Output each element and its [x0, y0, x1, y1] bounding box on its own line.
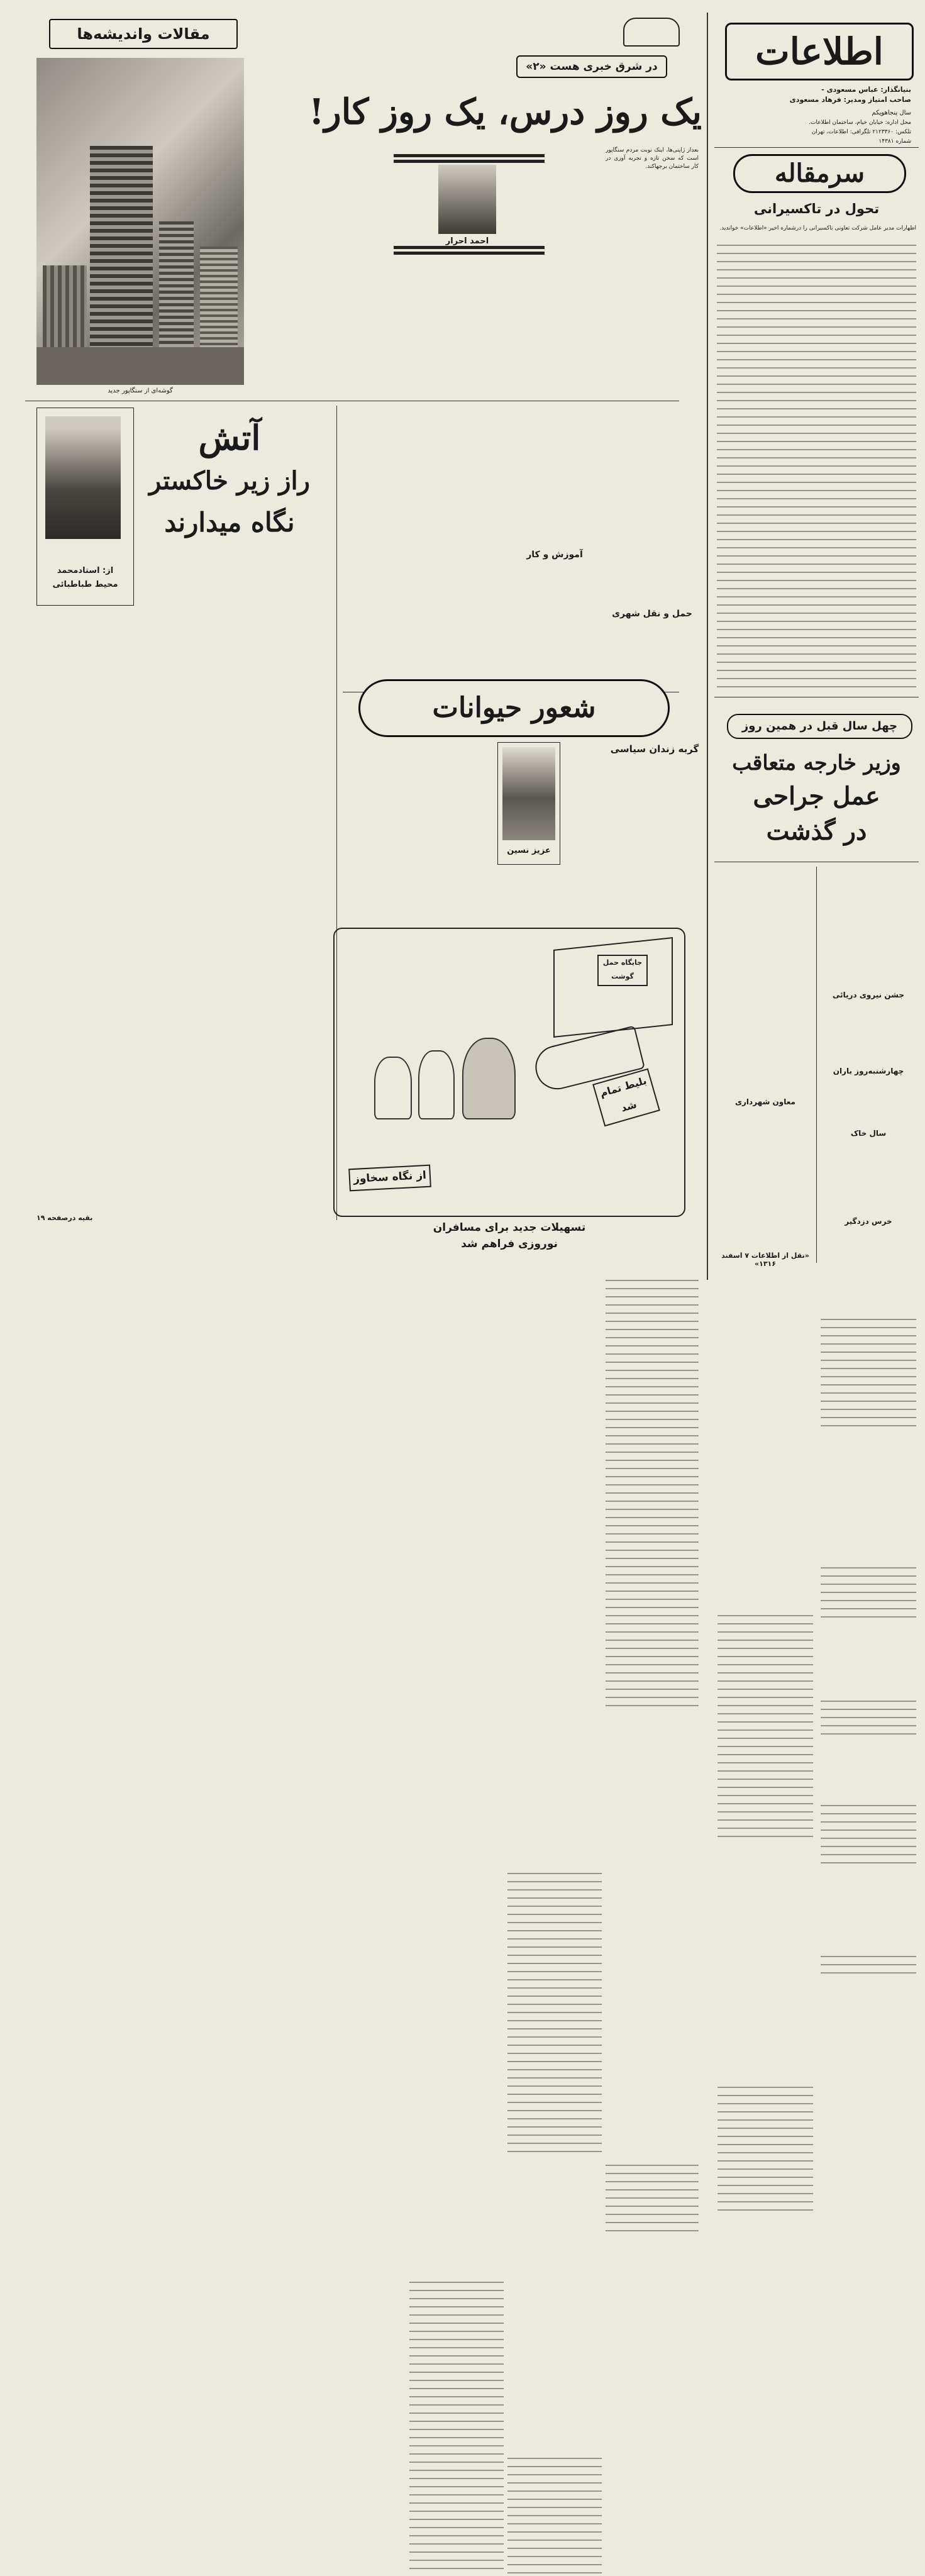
forty-years-headline-line-2: عمل جراحی	[753, 782, 880, 811]
lead-author-photo	[438, 165, 496, 234]
feature-headline	[135, 415, 324, 543]
forty-years-banner: چهل سال قبل در همین روز	[727, 714, 912, 739]
masthead-publisher: بنیانگذار: عباس مسعودی -	[821, 86, 911, 94]
masthead-logo: اطلاعات	[725, 23, 914, 80]
lead-col-2	[507, 1870, 602, 2153]
forty-years-headline-line-1: وزیر خارجه متعاقب	[732, 750, 901, 775]
cartoon-caption-1: تسهیلات جدید برای مسافران	[433, 1221, 586, 1234]
animals-author-photo	[502, 747, 555, 840]
cartoon-sign-1: جایگاه حمل گوشت	[597, 955, 648, 986]
lead-subhead-1: آموزش و کار	[526, 550, 583, 560]
lead-subhead-2: حمل و نقل شهری	[612, 609, 692, 619]
editorial-headline: تحول در تاکسیرانی	[753, 201, 880, 216]
lead-col-1	[606, 1277, 699, 1711]
editorial-box-title: سرمقاله	[733, 154, 906, 193]
masthead-address: محل اداره: خیابان خیام، ساختمان اطلاعات.	[809, 119, 911, 126]
editorial-lead: اظهارات مدیر عامل شرکت تعاونی تاکسیرانی را درشماره اخیر «اطلاعات» خواندید.	[719, 225, 916, 231]
animals-author: عزیز نسین	[507, 846, 551, 855]
masthead-year: سال پنجاهویکم	[872, 109, 911, 116]
singapore-photo	[36, 58, 244, 385]
lead-headline: یک روز درس، یک روز کار!	[309, 91, 702, 133]
feature-headline-line-3: نگاه میدارند	[164, 507, 295, 538]
forty-years-headline	[714, 747, 919, 849]
feature-byline-prefix: از: استادمحمد	[57, 566, 114, 575]
forty-years-subhead-4: معاون شهرداری	[735, 1097, 795, 1106]
animals-banner: شعور حیوانات	[358, 679, 670, 737]
feature-headline-line-2: راز زیر خاکستر	[149, 466, 310, 496]
forty-years-headline-line-3: در گذشت	[766, 817, 867, 846]
forty-years-col-right-3	[821, 1698, 916, 1741]
forty-years-col-right-4	[821, 1802, 916, 1865]
forty-years-col-left-2	[717, 2084, 813, 2216]
lead-col-1-b	[606, 2162, 699, 2231]
cartoon-roof	[553, 937, 673, 1038]
lead-kicker: در شرق خبری هست «۲»	[516, 55, 667, 78]
forty-years-col-right-5	[821, 1953, 916, 1977]
feature-continued: بقیه درصفحه ۱۹	[36, 1214, 93, 1222]
lead-text: بعداز ژاپنی‌ها، اینک نوبت مردم سنگاپور است که سخن تازه و تجربه آوری در کار ساختمان برجهاکند.	[606, 147, 699, 170]
forty-years-footer: «نقل از اطلاعات ۷ اسفند ۱۳۱۶»	[721, 1252, 809, 1268]
photo-caption: گوشه‌ای از سنگاپور جدید	[108, 387, 173, 394]
lead-col-2-b	[507, 2455, 602, 2576]
editorial-body	[717, 242, 916, 692]
cartoon-banner: از نگاه سخاوز	[348, 1165, 431, 1192]
lead-author-name: احمد احرار	[445, 236, 489, 246]
forty-years-subhead-3: سال خاک	[850, 1129, 887, 1138]
masthead	[714, 19, 919, 151]
section-banner-ornament	[623, 18, 680, 47]
forty-years-subhead-2: چهارشنبه‌روز باران	[833, 1067, 904, 1075]
cartoon-sign-2: بلیط تمام شد	[592, 1069, 660, 1127]
forty-years-col-right-2	[821, 1565, 916, 1621]
forty-years-col-left	[717, 1613, 813, 1839]
section-banner: مقالات واندیشه‌ها	[49, 19, 238, 49]
cartoon-figures	[368, 1031, 531, 1126]
forty-years-subhead-5: خرس دزدگیر	[845, 1217, 892, 1226]
forty-years-col-right	[821, 1316, 916, 1426]
feature-byline-name: محیط طباطبائی	[52, 580, 118, 589]
masthead-owner: صاحب امتیاز ومدیر: فرهاد مسعودی	[789, 96, 911, 104]
cartoon-caption-2: نوروزی فراهم شد	[461, 1238, 558, 1250]
masthead-telex: تلکس: ۲۱۲۳۳۶۰ تلگرافی: اطلاعات، تهران	[811, 129, 911, 135]
masthead-issue: شماره ۱۴۳۸۱	[878, 138, 911, 145]
forty-years-subhead-1: جشن نیروی دریائی	[832, 991, 905, 999]
feature-author-photo	[45, 416, 121, 539]
lead-col-3	[409, 2279, 504, 2576]
feature-headline-line-1: آتش	[198, 418, 261, 458]
animals-subhead: گربه زندان سیاسی	[610, 743, 699, 755]
